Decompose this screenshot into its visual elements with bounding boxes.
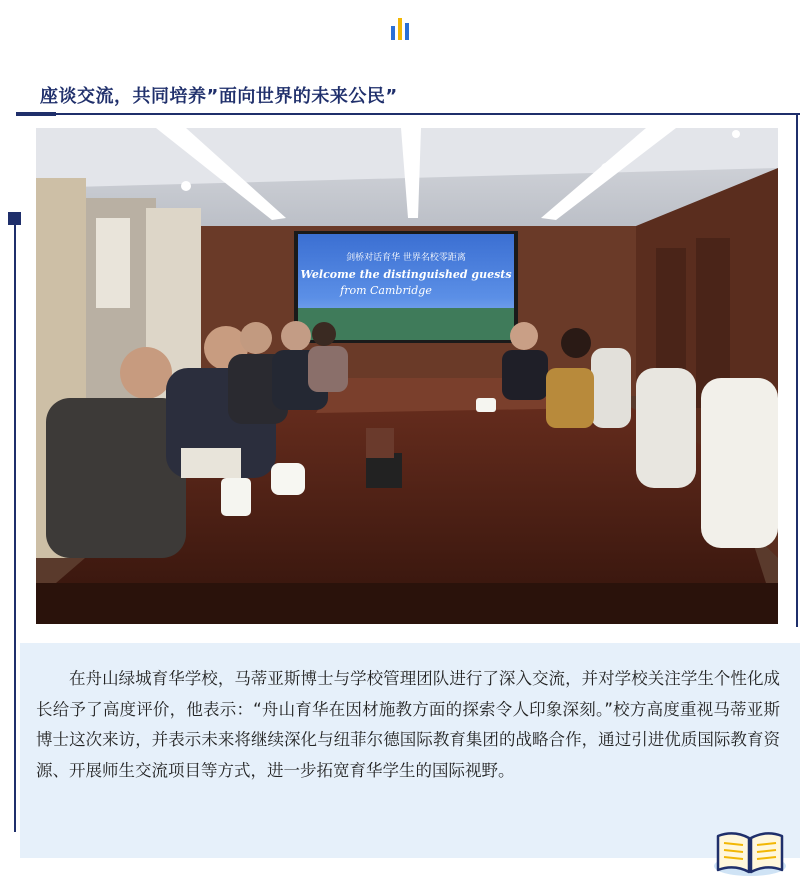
bar-chart-icon bbox=[391, 18, 409, 40]
right-vertical-rule bbox=[796, 115, 798, 627]
screen-title: 剑桥对话育华 世界名校零距离 bbox=[346, 253, 466, 263]
left-vertical-rule bbox=[14, 218, 16, 832]
left-rule-marker bbox=[8, 212, 21, 225]
section-title: 座谈交流，共同培养”面向世界的未来公民” bbox=[40, 86, 398, 107]
open-book-icon bbox=[712, 826, 788, 878]
title-divider bbox=[16, 113, 800, 115]
title-divider-accent bbox=[16, 112, 56, 116]
meeting-photo bbox=[36, 128, 778, 624]
article-paragraph: 在舟山绿城育华学校，马蒂亚斯博士与学校管理团队进行了深入交流，并对学校关注学生个性化成长给予了高度评价，他表示：“舟山育华在因材施教方面的探索令人印象深刻。”校方高度重视马蒂亚斯博士这次来访，并表示未来将继续深化与纽菲尔德国际教育集团的战略合作，通过引进优质国际教育资源、开展师生交流项目等方式，进一步拓宽育华学生的国际视野。 bbox=[36, 669, 780, 780]
screen-from: from Cambridge bbox=[340, 284, 432, 297]
screen-welcome: Welcome the distinguished guests bbox=[300, 268, 512, 281]
